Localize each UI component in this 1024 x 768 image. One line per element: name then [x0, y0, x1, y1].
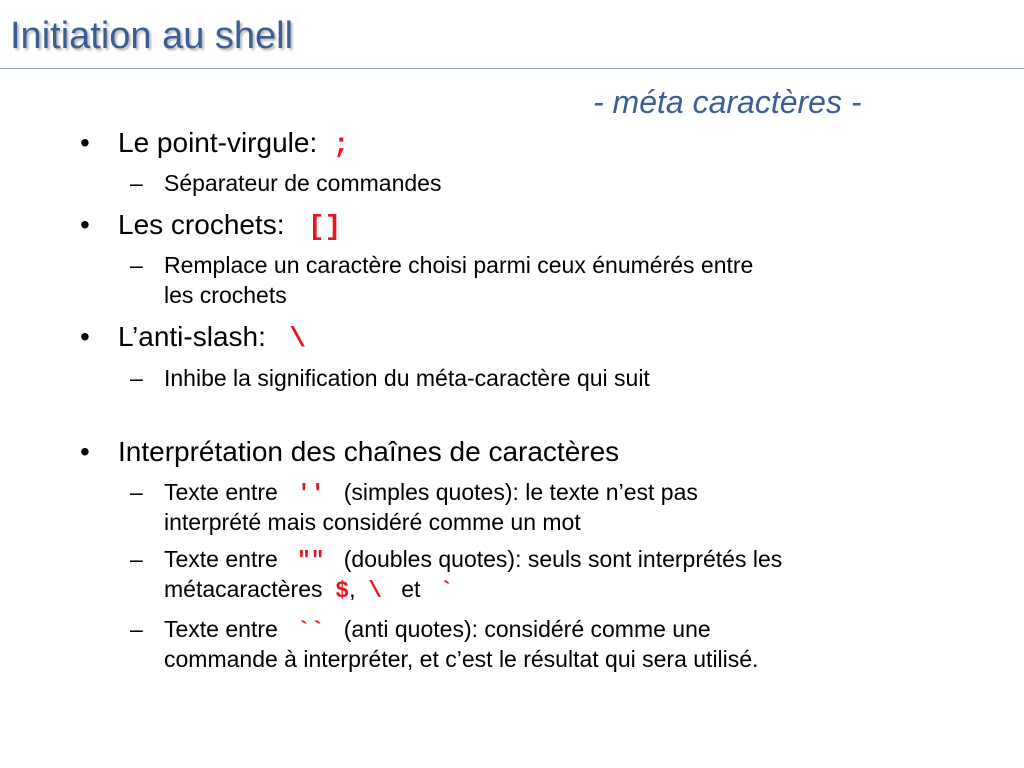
sub-item-text-line2: les crochets	[164, 282, 287, 308]
sub-item-line2-prefix: métacaractères	[164, 576, 323, 602]
code-symbol-backslash: \	[289, 324, 307, 355]
code-symbol-semicolon: ;	[332, 130, 350, 161]
bullet-icon: •	[80, 436, 90, 467]
comma-text: ,	[349, 576, 356, 602]
title-divider	[0, 68, 1024, 69]
and-text: et	[401, 576, 421, 602]
code-symbol-brackets: []	[307, 212, 342, 243]
sub-item-suffix: (simples quotes): le texte n’est pas	[343, 479, 698, 505]
bullet-icon: •	[80, 321, 90, 352]
dash-icon: –	[130, 170, 143, 196]
bullet-label: Le point-virgule:	[118, 127, 318, 158]
slide-title: Initiation au shell	[10, 15, 294, 57]
sub-item-prefix: Texte entre	[164, 616, 278, 642]
sub-item-suffix: (anti quotes): considéré comme une	[343, 616, 711, 642]
sub-item-text-line2: interprété mais considéré comme un mot	[164, 509, 581, 535]
sub-item-text-line1: Remplace un caractère choisi parmi ceux énumérés entre	[164, 252, 754, 278]
code-symbol-backquote: `	[439, 578, 454, 604]
dash-icon: –	[130, 252, 143, 278]
sub-item-suffix: (doubles quotes): seuls sont interprétés les	[343, 546, 783, 572]
bullet-icon: •	[80, 209, 90, 240]
code-symbol-dollar: $	[335, 578, 350, 604]
sub-item-text: Séparateur de commandes	[164, 170, 442, 196]
code-symbol-backslash: \	[368, 578, 383, 604]
slide-subtitle: - méta caractères -	[593, 84, 862, 120]
bullet-label: Les crochets:	[118, 209, 285, 240]
sub-item-text: Inhibe la signification du méta-caractère qui suit	[164, 365, 650, 391]
bullet-label: L’anti-slash:	[118, 321, 266, 352]
bullet-icon: •	[80, 127, 90, 158]
dash-icon: –	[130, 479, 143, 505]
code-symbol-back-quotes: ``	[296, 618, 325, 644]
dash-icon: –	[130, 365, 143, 391]
code-symbol-double-quotes: ""	[296, 548, 325, 574]
sub-item-text-line2: commande à interpréter, et c’est le résultat qui sera utilisé.	[164, 646, 759, 672]
bullet-label: Interprétation des chaînes de caractères	[118, 436, 620, 467]
dash-icon: –	[130, 546, 143, 572]
sub-item-prefix: Texte entre	[164, 546, 278, 572]
dash-icon: –	[130, 616, 143, 642]
sub-item-prefix: Texte entre	[164, 479, 278, 505]
code-symbol-single-quotes: ''	[296, 481, 325, 507]
